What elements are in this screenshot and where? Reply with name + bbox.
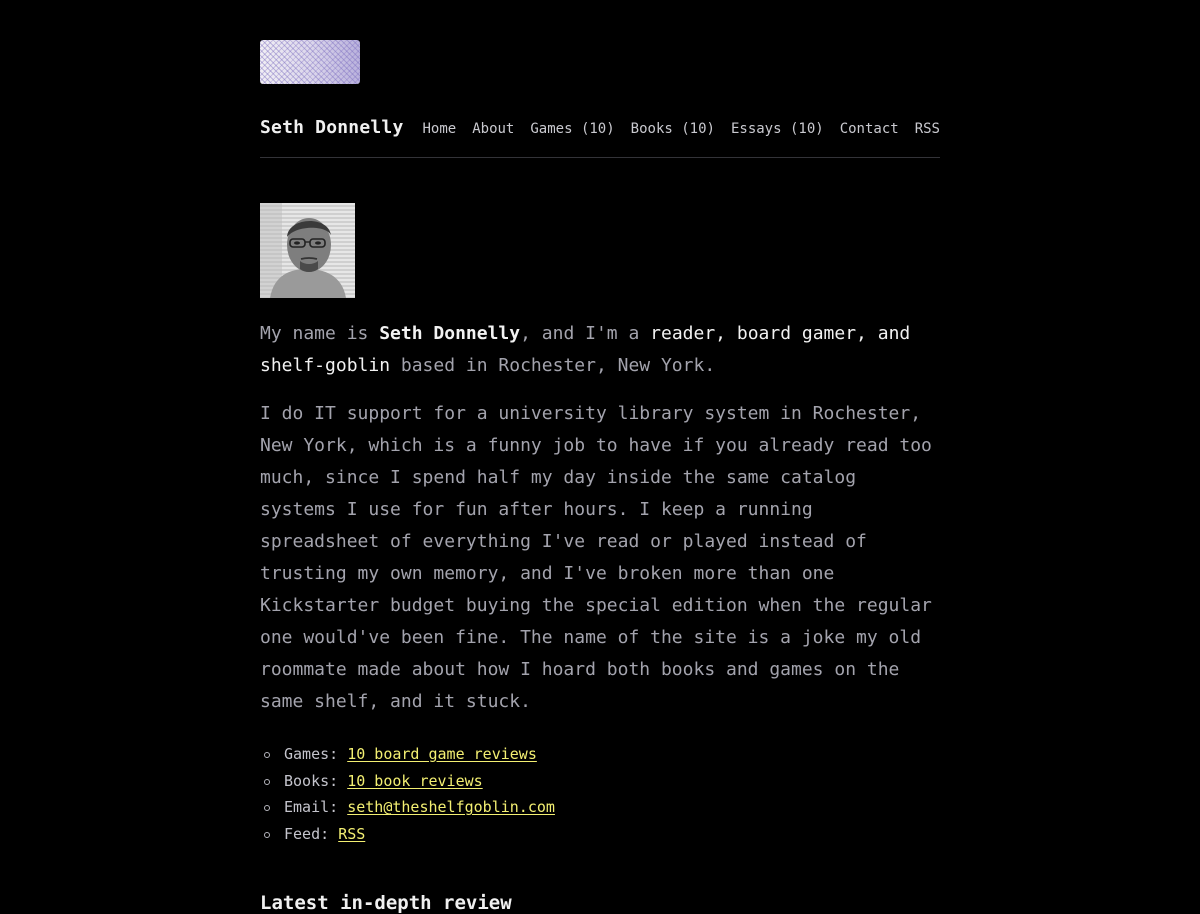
games-reviews-link[interactable]: 10 board game reviews [347,745,537,763]
intro-suffix: based in Rochester, New York. [390,355,716,376]
rss-feed-link[interactable]: RSS [338,825,366,844]
book-reviews-link[interactable]: 10 book reviews [347,771,483,790]
page-container [260,40,940,914]
list-item [260,821,940,848]
nav-home[interactable]: Home [422,121,457,137]
nav-contact[interactable]: Contact [839,121,899,137]
bio-paragraph: I do IT support for a university library system in Rochester, New York, which is a funny job to have if you already read too much, since I spend half my day inside the same catalog systems I use for fun after hours. I keep a running spreadsheet of everything I've read or played instead of trusting my own memory, and I've broken more than one Kickstarter budget buying the special edition when the regular one would've been fine. The name of the site is a joke my old roommate made about how I hoard both books and games on the same shelf, and it stuck. [260,403,932,712]
nav-books[interactable]: Books (10) [630,121,715,137]
main-nav [423,121,941,137]
nav-about[interactable]: About [472,121,515,137]
site-logo[interactable] [260,40,360,84]
intro-prefix: My name is [260,323,380,344]
intro-name: Seth Donnelly [379,323,521,344]
link-label-email: Email: [284,798,348,817]
latest-review-heading: Latest in-depth review [260,891,512,914]
intro-roles: reader, board gamer, and shelf-goblin [260,323,911,376]
intro-middle: , and I'm a [520,323,651,344]
quick-links-list [260,741,940,848]
list-item [260,768,940,795]
site-header [260,84,940,158]
link-label-books: Books: [284,771,348,790]
nav-rss[interactable]: RSS [914,121,940,137]
list-item [260,794,940,821]
link-label-feed: Feed: [284,825,339,844]
link-label-games: Games: [284,745,348,763]
avatar-portrait-icon [260,203,355,298]
email-link[interactable]: seth@theshelfgoblin.com [347,798,555,817]
nav-games[interactable]: Games (10) [530,121,615,137]
avatar [260,203,355,298]
site-title[interactable]: Seth Donnelly [260,117,404,138]
nav-essays[interactable]: Essays (10) [730,121,824,137]
intro-paragraph [260,318,940,382]
list-item [260,741,940,768]
